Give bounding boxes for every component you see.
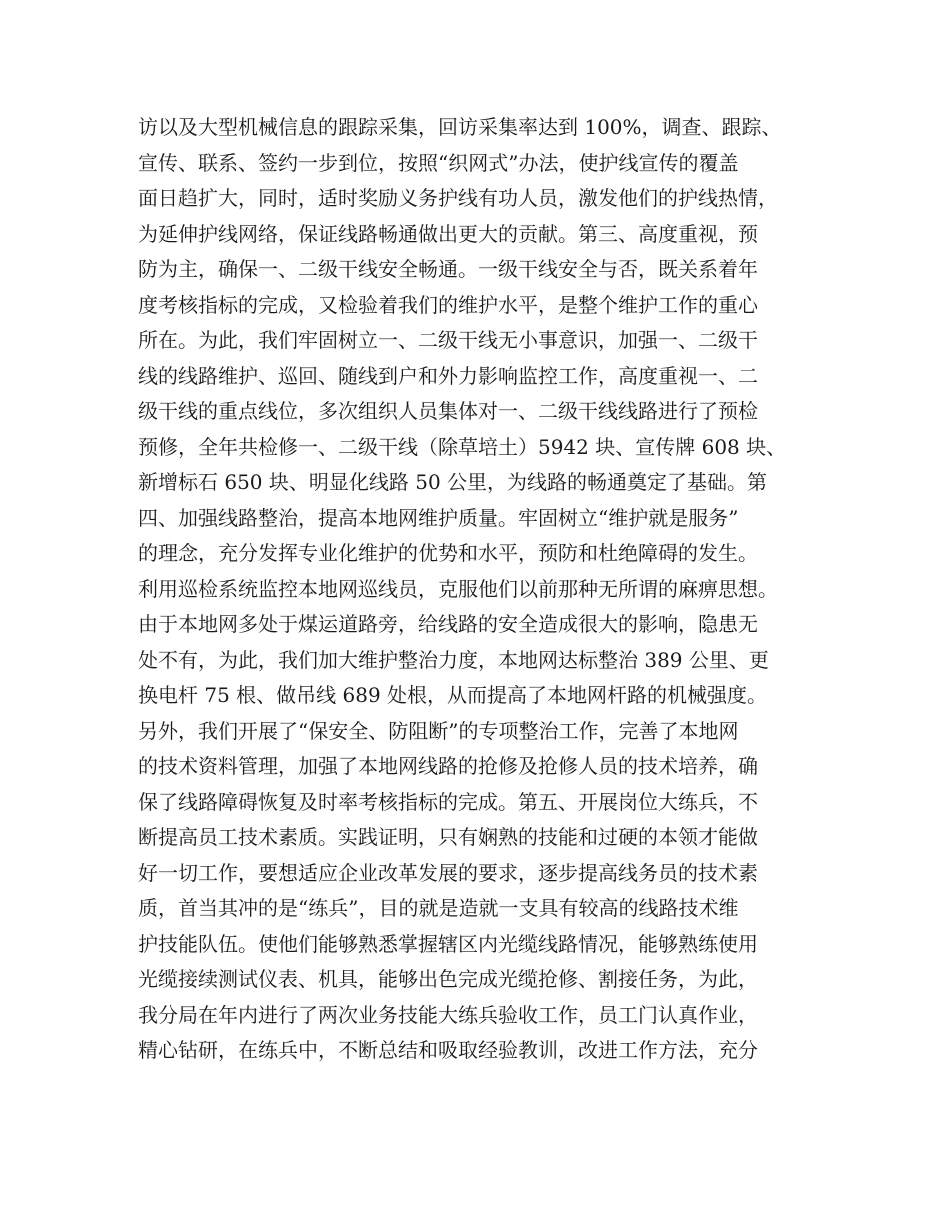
text-line-9: 级干线的重点线位，多次组织人员集体对一、二级干线线路进行了预检: [138, 399, 758, 423]
text-line-13: 的理念，充分发挥专业化维护的优势和水平，预防和杜绝障碍的发生。: [138, 541, 758, 565]
text-line-22: 好一切工作，要想适应企业改革发展的要求，逐步提高线务员的技术素: [138, 860, 758, 885]
text-line-27: 精心钻研，在练兵中，不断总结和吸取经验教训，改进工作方法，充分: [138, 1038, 758, 1062]
text-line-6: 度考核指标的完成，又检验着我们的维护水平，是整个维护工作的重心: [138, 292, 758, 317]
text-line-1: 访以及大型机械信息的跟踪采集，回访采集率达到 100%，调查、跟踪、: [138, 115, 782, 139]
text-line-7: 所在。为此，我们牢固树立一、二级干线无小事意识，加强一、二级干: [138, 328, 758, 352]
text-line-24: 护技能队伍。使他们能够熟悉掌握辖区内光缆线路情况，能够熟练使用: [138, 931, 758, 956]
text-line-11: 新增标石 650 块、明显化线路 50 公里，为线路的畅通奠定了基础。第: [138, 470, 768, 494]
text-line-5: 防为主，确保一、二级干线安全畅通。一级干线安全与否，既关系着年: [138, 257, 758, 281]
text-line-18: 另外，我们开展了“保安全、防阻断”的专项整治工作，完善了本地网: [138, 718, 739, 743]
text-line-16: 处不有，为此，我们加大维护整治力度，本地网达标整治 389 公里、更: [138, 647, 769, 672]
text-line-14: 利用巡检系统监控本地网巡线员，克服他们以前那种无所谓的麻痹思想。: [138, 576, 778, 601]
text-line-23: 质，首当其冲的是“练兵”，目的就是造就一支具有较高的线路技术维: [138, 896, 739, 920]
text-line-21: 断提高员工技术素质。实践证明，只有娴熟的技能和过硬的本领才能做: [138, 825, 758, 849]
text-line-10: 预修，全年共检修一、二级干线（除草培土）5942 块、宣传牌 608 块、: [138, 434, 787, 459]
text-line-25: 光缆接续测试仪表、机具，能够出色完成光缆抢修、割接任务，为此，: [138, 967, 758, 991]
text-line-2: 宣传、联系、签约一步到位，按照“织网式”办法，使护线宣传的覆盖: [138, 150, 739, 175]
text-line-12: 四、加强线路整治，提高本地网维护质量。牢固树立“维护就是服务”: [138, 505, 739, 530]
text-line-4: 为延伸护线网络，保证线路畅通做出更大的贡献。第三、高度重视，预: [138, 221, 758, 246]
text-line-3: 面日趋扩大，同时，适时奖励义务护线有功人员，激发他们的护线热情，: [138, 186, 778, 210]
text-line-17: 换电杆 75 根、做吊线 689 处根，从而提高了本地网杆路的机械强度。: [138, 683, 768, 707]
text-line-8: 线的线路维护、巡回、随线到户和外力影响监控工作，高度重视一、二: [138, 363, 758, 388]
text-line-26: 我分局在年内进行了两次业务技能大练兵验收工作，员工门认真作业，: [138, 1002, 758, 1027]
text-line-15: 由于本地网多处于煤运道路旁，给线路的安全造成很大的影响，隐患无: [138, 612, 758, 636]
text-line-20: 保了线路障碍恢复及时率考核指标的完成。第五、开展岗位大练兵，不: [138, 789, 758, 814]
text-line-19: 的技术资料管理，加强了本地网线路的抢修及抢修人员的技术培养，确: [138, 754, 758, 778]
body-text: [138, 110, 838, 1069]
